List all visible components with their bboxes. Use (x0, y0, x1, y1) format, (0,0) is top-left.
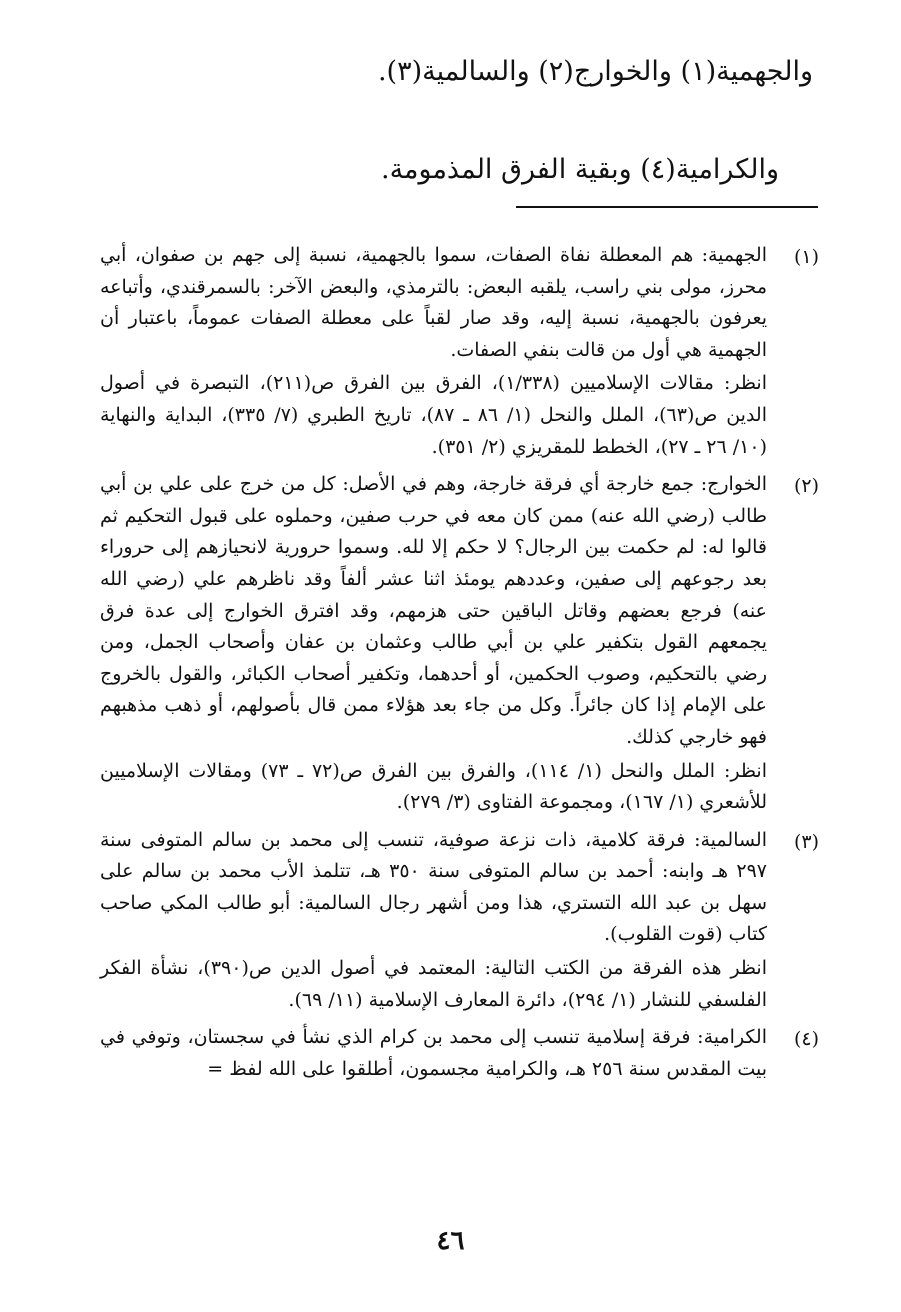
footnote-number: (٣) (793, 830, 819, 853)
footnote-divider (516, 206, 818, 208)
page-number: ٤٦ (436, 1226, 465, 1256)
footnote-reference: انظر هذه الفرقة من الكتب التالية: المعتمد في أصول الدين ص(٣٩٠)، نشأة الفكر الفلسفي للنشار (١/ ٢٩٤)، دائرة المعارف الإسلامية (١١/ ٦٩). (100, 957, 767, 1011)
footnote-4 (100, 1022, 819, 1085)
footnotes-section (100, 240, 819, 1091)
footnote-number: (٢) (793, 475, 819, 498)
footnote-reference: انظر: الملل والنحل (١/ ١١٤)، والفرق بين الفرق ص(٧٢ ـ ٧٣) ومقالات الإسلاميين للأشعري (١/ ١٦٧)، ومجموعة الفتاوى (٣/ ٢٧٩). (100, 759, 767, 814)
footnote-body: الخوارج: جمع خارجة أي فرقة خارجة، وهم في الأصل: كل من خرج على علي بن أبي طالب (رضي الله عنه) ممن كان معه في حرب صفين، وحملوه على قبول التحكيم ثم قالوا له: لم حكمت بين الرجال؟ لا حكم إلا لله. وسموا حرورية لانحيازهم إلى حروراء بعد رجوعهم إلى صفين، وعددهم يومئذ اثنا عشر ألفاً وقد ناظرهم علي (رضي الله عنه) فرجع بعضهم وقاتل الباقين حتى هزمهم، وقد افترق الخوارج إلى عدة فرق يجمعهم القول بتكفير علي بن أبي طالب وعثمان بن عفان وأصحاب الجمل، ومن رضي بالتحكيم، وصوب الحكمين، أو أحدهما، وتكفير أصحاب الكبائر، والقول بالخروج على الإمام إذا كان جائراً. وكل من جاء بعد هؤلاء ممن قال بأصولهم، أو ذهب مذهبهم فهو خارجي كذلك. (100, 473, 767, 748)
footnote-3 (100, 825, 819, 1017)
footnote-number: (٤) (793, 1028, 819, 1051)
footnote-body: الكرامية: فرقة إسلامية تنسب إلى محمد بن كرام الذي نشأ في سجستان، وتوفي في بيت المقدس سنة ٢٥٦ هـ، والكرامية مجسمون، أطلقوا على الله لفظ = (100, 1026, 767, 1080)
footnote-number: (١) (793, 246, 819, 268)
footnote-reference: انظر: مقالات الإسلاميين (١/٣٣٨)، الفرق بين الفرق ص(٢١١)، التبصرة في أصول الدين ص(٦٣)، الملل والنحل (١/ ٨٦ ـ ٨٧)، تاريخ الطبري (٧/ ٣٣٥)، البداية والنهاية (١٠/ ٢٦ ـ ٢٧)، الخطط للمقريزي (٢/ ٣٥١). (100, 372, 767, 458)
footnote-body: الجهمية: هم المعطلة نفاة الصفات، سموا بالجهمية، نسبة إلى جهم بن صفوان، أبي محرز، مولى بني راسب، يلقبه البعض: بالترمذي، والبعض الآخر: بالسمرقندي، وأتباعه يعرفون بالجهمية، نسبة إليه، وقد صار لقباً على معطلة الصفات عموماً، باعتبار أن الجهمية هي أول من قالت بنفي الصفات. (100, 244, 767, 361)
footnote-body: السالمية: فرقة كلامية، ذات نزعة صوفية، تنسب إلى محمد بن سالم المتوفى سنة ٢٩٧ هـ وابنه: أحمد بن سالم المتوفى سنة ٣٥٠ هـ، تتلمذ الأب محمد بن سالم على سهل بن عبد الله التستري، هذا ومن أشهر رجال السالمية: أبو طالب المكي صاحب كتاب (قوت القلوب). (100, 828, 768, 946)
main-text-line-2: والكرامية(٤) وبقية الفرق المذمومة. (380, 154, 779, 185)
footnote-1 (100, 240, 819, 463)
footnote-2 (100, 469, 819, 819)
main-text-line-1: والجهمية(١) والخوارج(٢) والسالمية(٣). (377, 56, 813, 87)
